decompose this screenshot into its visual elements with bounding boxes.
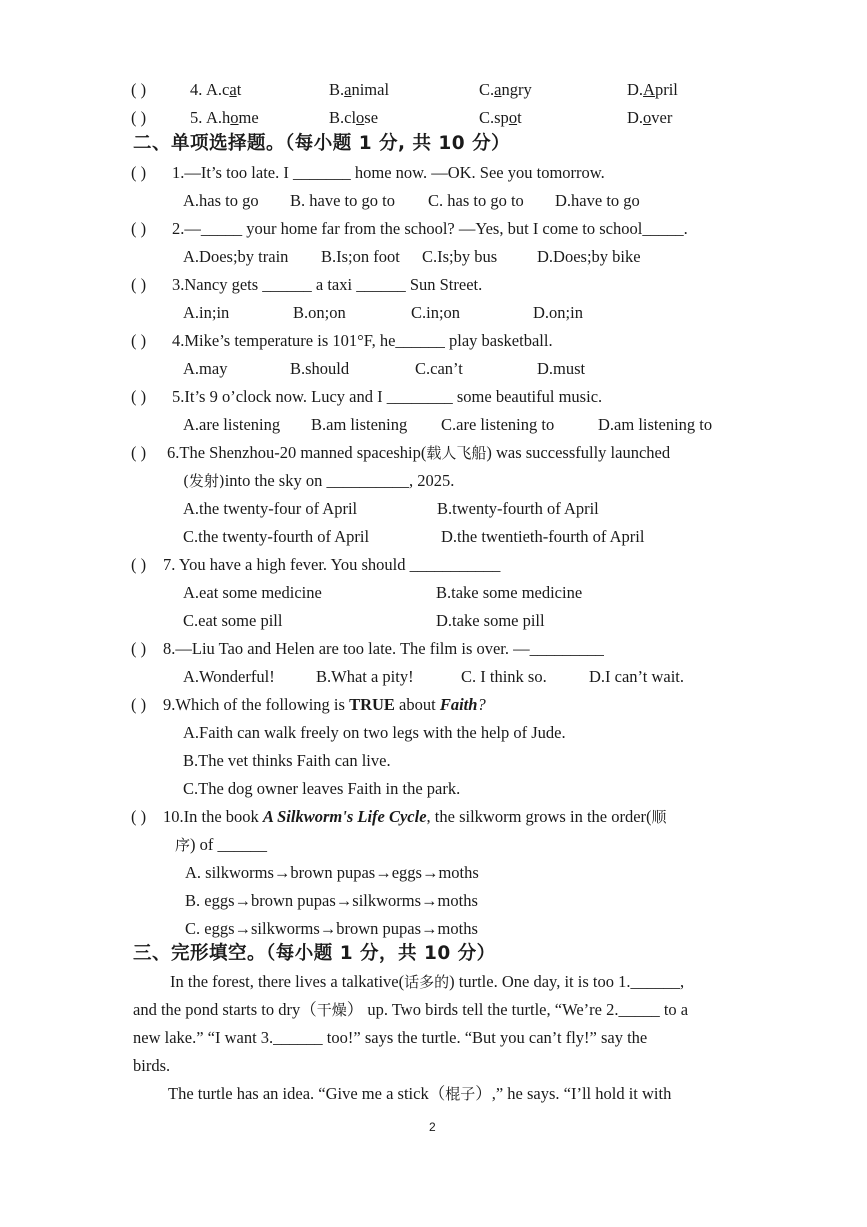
page-number: 2	[429, 1120, 436, 1134]
passage-line: In the forest, there lives a talkative(话多的) turtle. One day, it is too 1.______,	[170, 972, 685, 991]
answer-paren[interactable]: ( )	[131, 443, 147, 462]
option-a[interactable]: A.Faith can walk freely on two legs with the help of Jude.	[183, 723, 566, 742]
section-heading: 三、完形填空。（每小题 1 分，共 10 分）	[133, 943, 496, 964]
option-c[interactable]: C. I think so.	[461, 667, 547, 686]
question-stem-cont: 序) of ______	[175, 835, 268, 854]
question-number: 4.	[190, 80, 203, 99]
answer-paren[interactable]: ( )	[131, 275, 147, 294]
option-b[interactable]: B. have to go to	[290, 191, 395, 210]
question-stem: 6.The Shenzhou-20 manned spaceship(载人飞船) was successfully launched	[167, 443, 671, 462]
option-b[interactable]: B.Is;on foot	[321, 247, 400, 266]
option-b[interactable]: B.take some medicine	[436, 583, 583, 602]
option-b[interactable]: B.should	[290, 359, 350, 378]
question-stem: 9.Which of the following is TRUE about Faith?	[163, 695, 486, 714]
option-b[interactable]: B.am listening	[311, 415, 408, 434]
option-d[interactable]: D.Does;by bike	[537, 247, 641, 266]
passage-line: and the pond starts to dry（干燥） up. Two birds tell the turtle, “We’re 2._____ to a	[133, 1000, 689, 1019]
question-stem: 8.—Liu Tao and Helen are too late. The film is over. —_________	[163, 639, 604, 658]
answer-paren[interactable]: ( )	[131, 331, 147, 350]
option-c[interactable]: C.spot	[479, 108, 522, 127]
option-a[interactable]: A.may	[183, 359, 228, 378]
option-d[interactable]: D.take some pill	[436, 611, 545, 630]
option-b[interactable]: B.animal	[329, 80, 390, 99]
option-c[interactable]: C.can’t	[415, 359, 463, 378]
question-stem: 5.It’s 9 o’clock now. Lucy and I ________ some beautiful music.	[172, 387, 603, 406]
section-heading: 二、单项选择题。（每小题 1 分, 共 10 分）	[133, 133, 511, 154]
option-d[interactable]: D.the twentieth-fourth of April	[441, 527, 645, 546]
option-c[interactable]: C.The dog owner leaves Faith in the park.	[183, 779, 461, 798]
question-stem: 4.Mike’s temperature is 101°F, he______ play basketball.	[172, 331, 553, 350]
option-b[interactable]: B.on;on	[293, 303, 346, 322]
option-b[interactable]: B.What a pity!	[316, 667, 414, 686]
answer-paren[interactable]: ( )	[131, 387, 147, 406]
option-a[interactable]: A.eat some medicine	[183, 583, 322, 602]
option-c[interactable]: C.eat some pill	[183, 611, 283, 630]
option-d[interactable]: D.on;in	[533, 303, 583, 322]
option-a[interactable]: A.the twenty-four of April	[183, 499, 358, 518]
question-stem: 2.—_____ your home far from the school? —Yes, but I come to school_____.	[172, 219, 688, 238]
passage-line: birds.	[133, 1056, 171, 1075]
option-c[interactable]: C. eggs→silkworms→brown pupas→moths	[185, 919, 478, 938]
answer-paren[interactable]: ( )	[131, 219, 147, 238]
option-b[interactable]: B.close	[329, 108, 379, 127]
answer-paren[interactable]: ( )	[131, 555, 147, 574]
option-c[interactable]: C.are listening to	[441, 415, 555, 434]
passage-line: The turtle has an idea. “Give me a stick（棍子）,” he says. “I’ll hold it with	[168, 1084, 672, 1103]
option-a[interactable]: A.has to go	[183, 191, 259, 210]
option-d[interactable]: D.must	[537, 359, 586, 378]
question-stem: 1.—It’s too late. I _______ home now. —OK. See you tomorrow.	[172, 163, 605, 182]
option-b[interactable]: B. eggs→brown pupas→silkworms→moths	[185, 891, 478, 910]
option-a[interactable]: A.in;in	[183, 303, 230, 322]
answer-paren[interactable]: ( )	[131, 163, 147, 182]
option-a[interactable]: A.Wonderful!	[183, 667, 275, 686]
option-a[interactable]: A.are listening	[183, 415, 281, 434]
option-c[interactable]: C.angry	[479, 80, 532, 99]
option-a[interactable]: A. silkworms→brown pupas→eggs→moths	[185, 863, 479, 882]
answer-paren[interactable]: ( )	[131, 80, 147, 99]
question-number: 5.	[190, 108, 203, 127]
option-c[interactable]: C.the twenty-fourth of April	[183, 527, 370, 546]
answer-paren[interactable]: ( )	[131, 108, 147, 127]
answer-paren[interactable]: ( )	[131, 807, 147, 826]
option-c[interactable]: C.in;on	[411, 303, 461, 322]
answer-paren[interactable]: ( )	[131, 695, 147, 714]
option-b[interactable]: B.twenty-fourth of April	[437, 499, 599, 518]
option-d[interactable]: D.April	[627, 80, 678, 99]
passage-line: new lake.” “I want 3.______ too!” says the turtle. “But you can’t fly!” say the	[133, 1028, 648, 1047]
question-stem: 10.In the book A Silkworm's Life Cycle, the silkworm grows in the order(顺	[163, 807, 667, 826]
question-stem: 3.Nancy gets ______ a taxi ______ Sun Street.	[172, 275, 483, 294]
option-d[interactable]: D.am listening to	[598, 415, 713, 434]
question-stem: 7. You have a high fever. You should ___________	[163, 555, 501, 574]
option-c[interactable]: C.Is;by bus	[422, 247, 498, 266]
option-a[interactable]: A.cat	[206, 80, 242, 99]
option-a[interactable]: A.home	[206, 108, 259, 127]
option-a[interactable]: A.Does;by train	[183, 247, 289, 266]
option-c[interactable]: C. has to go to	[428, 191, 524, 210]
option-b[interactable]: B.The vet thinks Faith can live.	[183, 751, 391, 770]
answer-paren[interactable]: ( )	[131, 639, 147, 658]
option-d[interactable]: D.I can’t wait.	[589, 667, 684, 686]
option-d[interactable]: D.over	[627, 108, 673, 127]
question-stem-cont: (发射)into the sky on __________, 2025.	[183, 471, 455, 490]
option-d[interactable]: D.have to go	[555, 191, 640, 210]
